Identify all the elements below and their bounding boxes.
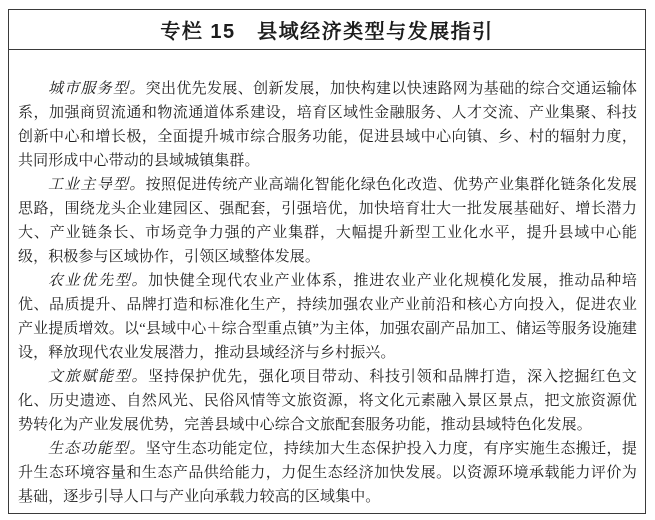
- paragraph-text: 突出优先发展、创新发展，加快构建以快速路网为基础的综合交通运输体系，加强商贸流通和物流通道体系建设，培育区域性金融服务、人才交流、产业集聚、科技创新中心和增长极，全面提升城市综合服务功能，促进县域中心向镇、乡、村的辐射力度，共同形成中心带动的县域城镇集群。: [18, 81, 637, 169]
- paragraph-culture-tourism: [18, 365, 637, 437]
- paragraph-text: 坚持保护优先，强化项目带动、科技引领和品牌打造，深入挖掘红色文化、历史遗迹、自然风光、民俗风情等文旅资源，将文化元素融入景区景点，把文旅资源优势转化为产业发展优势，完善县域中心综合文旅配套服务功能，推动县域特色化发展。: [18, 369, 637, 433]
- paragraph-label: 生态功能型。: [48, 441, 146, 457]
- paragraph-label: 工业主导型。: [48, 177, 146, 193]
- panel-body: [9, 50, 645, 509]
- paragraph-text: 按照促进传统产业高端化智能化绿色化改造、优势产业集群化链条化发展思路，围绕龙头企业建园区、强配套，引强培优，加快培育壮大一批发展基础好、增长潜力大、产业链条长、市场竞争力强的产业集群，大幅提升新型工业化水平，提升县域中心能级，积极参与区域协作，引领区域整体发展。: [18, 177, 637, 265]
- paragraph-urban-service: [18, 77, 637, 173]
- paragraph-agriculture-priority: [18, 269, 637, 365]
- panel-title: 专栏 15 县域经济类型与发展指引: [9, 10, 645, 50]
- paragraph-label: 文旅赋能型。: [48, 369, 149, 385]
- paragraph-label: 农业优先型。: [48, 273, 149, 289]
- paragraph-ecological-function: [18, 437, 637, 509]
- paragraph-text: 坚守生态功能定位，持续加大生态保护投入力度，有序实施生态搬迁，提升生态环境容量和生态产品供给能力，力促生态经济加快发展。以资源环境承载能力评价为基础，逐步引导人口与产业向承载力较高的区域集中。: [18, 441, 637, 505]
- paragraph-text: 加快健全现代农业产业体系，推进农业产业化规模化发展，推动品种培优、品质提升、品牌打造和标准化生产，持续加强农业产业前沿和核心方向投入，促进农业产业提质增效。以“县域中心＋综合型重点镇”为主体，加强农副产品加工、储运等服务设施建设，释放现代农业发展潜力，推动县域经济与乡村振兴。: [18, 273, 637, 361]
- paragraph-label: 城市服务型。: [48, 81, 146, 97]
- paragraph-industry-led: [18, 173, 637, 269]
- column-15-panel: [8, 9, 646, 514]
